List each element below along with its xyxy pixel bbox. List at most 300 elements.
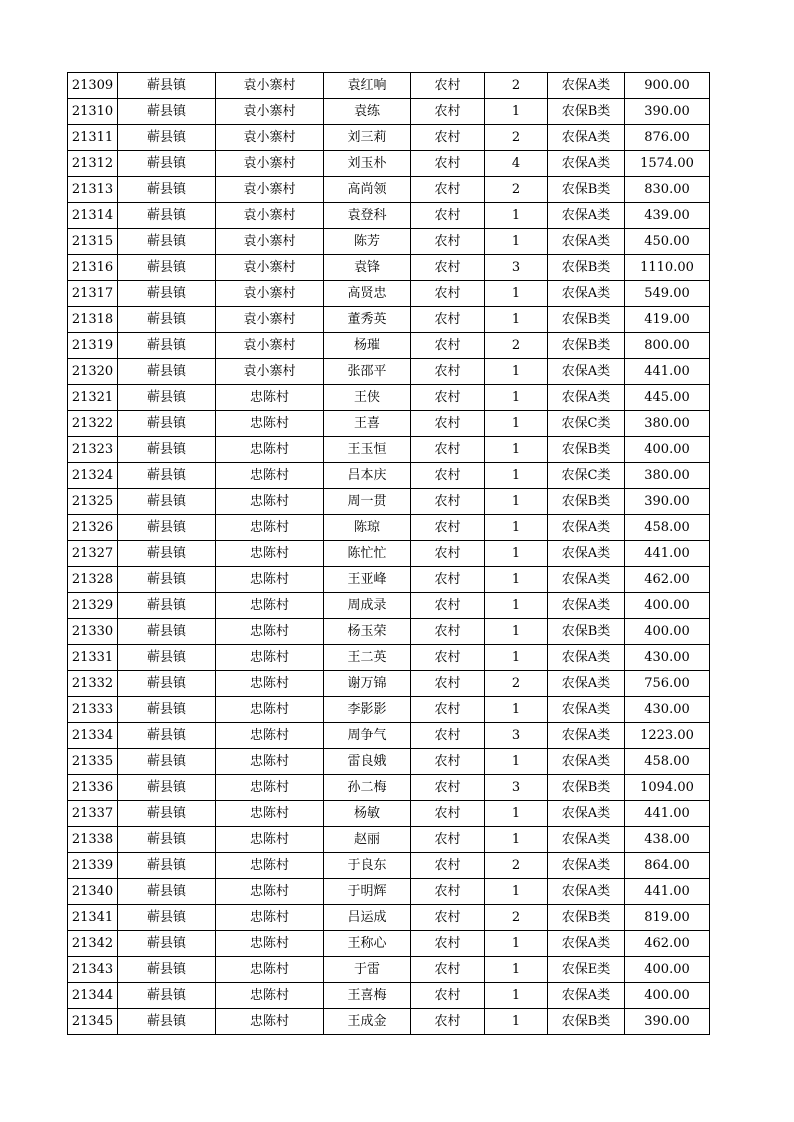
town-cell: 蕲县镇 xyxy=(118,515,216,541)
table-row xyxy=(68,281,710,307)
member-count-cell: 1 xyxy=(485,229,548,255)
record-number-cell: 21315 xyxy=(68,229,118,255)
village-cell: 忠陈村 xyxy=(216,437,324,463)
town-cell: 蕲县镇 xyxy=(118,125,216,151)
person-name-cell: 李影影 xyxy=(324,697,411,723)
amount-cell: 900.00 xyxy=(625,73,710,99)
member-count-cell: 1 xyxy=(485,827,548,853)
person-name-cell: 王成金 xyxy=(324,1009,411,1035)
village-cell: 忠陈村 xyxy=(216,905,324,931)
household-type-cell: 农村 xyxy=(411,697,485,723)
village-cell: 忠陈村 xyxy=(216,619,324,645)
amount-cell: 438.00 xyxy=(625,827,710,853)
table-row xyxy=(68,619,710,645)
insurance-category-cell: 农保A类 xyxy=(548,671,625,697)
town-cell: 蕲县镇 xyxy=(118,73,216,99)
household-type-cell: 农村 xyxy=(411,749,485,775)
household-type-cell: 农村 xyxy=(411,801,485,827)
insurance-category-cell: 农保B类 xyxy=(548,437,625,463)
town-cell: 蕲县镇 xyxy=(118,853,216,879)
person-name-cell: 于良东 xyxy=(324,853,411,879)
amount-cell: 549.00 xyxy=(625,281,710,307)
amount-cell: 458.00 xyxy=(625,749,710,775)
table-row xyxy=(68,1009,710,1035)
village-cell: 袁小寨村 xyxy=(216,177,324,203)
amount-cell: 380.00 xyxy=(625,463,710,489)
amount-cell: 830.00 xyxy=(625,177,710,203)
household-type-cell: 农村 xyxy=(411,931,485,957)
member-count-cell: 1 xyxy=(485,463,548,489)
household-type-cell: 农村 xyxy=(411,281,485,307)
town-cell: 蕲县镇 xyxy=(118,203,216,229)
insurance-category-cell: 农保A类 xyxy=(548,541,625,567)
record-number-cell: 21316 xyxy=(68,255,118,281)
amount-cell: 430.00 xyxy=(625,697,710,723)
insurance-category-cell: 农保A类 xyxy=(548,879,625,905)
amount-cell: 390.00 xyxy=(625,99,710,125)
amount-cell: 462.00 xyxy=(625,931,710,957)
table-row xyxy=(68,723,710,749)
town-cell: 蕲县镇 xyxy=(118,333,216,359)
village-cell: 忠陈村 xyxy=(216,775,324,801)
village-cell: 袁小寨村 xyxy=(216,203,324,229)
town-cell: 蕲县镇 xyxy=(118,827,216,853)
household-type-cell: 农村 xyxy=(411,203,485,229)
town-cell: 蕲县镇 xyxy=(118,385,216,411)
insurance-category-cell: 农保B类 xyxy=(548,255,625,281)
record-number-cell: 21310 xyxy=(68,99,118,125)
table-row xyxy=(68,697,710,723)
person-name-cell: 周成录 xyxy=(324,593,411,619)
person-name-cell: 王喜梅 xyxy=(324,983,411,1009)
member-count-cell: 1 xyxy=(485,411,548,437)
person-name-cell: 王二英 xyxy=(324,645,411,671)
person-name-cell: 袁锋 xyxy=(324,255,411,281)
member-count-cell: 2 xyxy=(485,73,548,99)
village-cell: 忠陈村 xyxy=(216,853,324,879)
village-cell: 忠陈村 xyxy=(216,463,324,489)
household-type-cell: 农村 xyxy=(411,775,485,801)
household-type-cell: 农村 xyxy=(411,151,485,177)
member-count-cell: 1 xyxy=(485,489,548,515)
town-cell: 蕲县镇 xyxy=(118,541,216,567)
insurance-category-cell: 农保B类 xyxy=(548,905,625,931)
member-count-cell: 2 xyxy=(485,125,548,151)
household-type-cell: 农村 xyxy=(411,957,485,983)
record-number-cell: 21345 xyxy=(68,1009,118,1035)
table-row xyxy=(68,333,710,359)
town-cell: 蕲县镇 xyxy=(118,99,216,125)
village-cell: 袁小寨村 xyxy=(216,125,324,151)
household-type-cell: 农村 xyxy=(411,333,485,359)
record-number-cell: 21319 xyxy=(68,333,118,359)
table-row xyxy=(68,671,710,697)
record-number-cell: 21336 xyxy=(68,775,118,801)
insurance-category-cell: 农保E类 xyxy=(548,957,625,983)
village-cell: 忠陈村 xyxy=(216,1009,324,1035)
table-row xyxy=(68,385,710,411)
household-type-cell: 农村 xyxy=(411,671,485,697)
town-cell: 蕲县镇 xyxy=(118,957,216,983)
village-cell: 忠陈村 xyxy=(216,489,324,515)
table-row xyxy=(68,255,710,281)
member-count-cell: 1 xyxy=(485,515,548,541)
town-cell: 蕲县镇 xyxy=(118,411,216,437)
record-number-cell: 21327 xyxy=(68,541,118,567)
village-cell: 忠陈村 xyxy=(216,827,324,853)
member-count-cell: 1 xyxy=(485,619,548,645)
record-number-cell: 21320 xyxy=(68,359,118,385)
town-cell: 蕲县镇 xyxy=(118,905,216,931)
person-name-cell: 周一贯 xyxy=(324,489,411,515)
record-number-cell: 21312 xyxy=(68,151,118,177)
insurance-category-cell: 农保B类 xyxy=(548,489,625,515)
insurance-category-cell: 农保A类 xyxy=(548,385,625,411)
amount-cell: 864.00 xyxy=(625,853,710,879)
insurance-category-cell: 农保A类 xyxy=(548,723,625,749)
record-number-cell: 21334 xyxy=(68,723,118,749)
insurance-category-cell: 农保A类 xyxy=(548,359,625,385)
household-type-cell: 农村 xyxy=(411,827,485,853)
member-count-cell: 1 xyxy=(485,801,548,827)
insurance-category-cell: 农保B类 xyxy=(548,619,625,645)
town-cell: 蕲县镇 xyxy=(118,879,216,905)
member-count-cell: 3 xyxy=(485,255,548,281)
household-type-cell: 农村 xyxy=(411,307,485,333)
table-row xyxy=(68,177,710,203)
person-name-cell: 陈忙忙 xyxy=(324,541,411,567)
member-count-cell: 1 xyxy=(485,281,548,307)
record-number-cell: 21328 xyxy=(68,567,118,593)
amount-cell: 1223.00 xyxy=(625,723,710,749)
household-type-cell: 农村 xyxy=(411,255,485,281)
amount-cell: 441.00 xyxy=(625,541,710,567)
insurance-category-cell: 农保A类 xyxy=(548,515,625,541)
member-count-cell: 1 xyxy=(485,697,548,723)
person-name-cell: 陈芳 xyxy=(324,229,411,255)
town-cell: 蕲县镇 xyxy=(118,307,216,333)
amount-cell: 419.00 xyxy=(625,307,710,333)
person-name-cell: 杨玉荣 xyxy=(324,619,411,645)
amount-cell: 756.00 xyxy=(625,671,710,697)
insurance-category-cell: 农保B类 xyxy=(548,775,625,801)
member-count-cell: 1 xyxy=(485,541,548,567)
insurance-category-cell: 农保B类 xyxy=(548,177,625,203)
record-number-cell: 21313 xyxy=(68,177,118,203)
household-type-cell: 农村 xyxy=(411,125,485,151)
village-cell: 袁小寨村 xyxy=(216,151,324,177)
household-type-cell: 农村 xyxy=(411,723,485,749)
table-row xyxy=(68,489,710,515)
amount-cell: 400.00 xyxy=(625,593,710,619)
household-type-cell: 农村 xyxy=(411,515,485,541)
table-row xyxy=(68,359,710,385)
table-row xyxy=(68,151,710,177)
member-count-cell: 1 xyxy=(485,593,548,619)
household-type-cell: 农村 xyxy=(411,437,485,463)
table-row xyxy=(68,905,710,931)
member-count-cell: 1 xyxy=(485,385,548,411)
member-count-cell: 2 xyxy=(485,671,548,697)
town-cell: 蕲县镇 xyxy=(118,645,216,671)
amount-cell: 445.00 xyxy=(625,385,710,411)
table-row xyxy=(68,645,710,671)
person-name-cell: 高贤忠 xyxy=(324,281,411,307)
village-cell: 袁小寨村 xyxy=(216,73,324,99)
town-cell: 蕲县镇 xyxy=(118,177,216,203)
person-name-cell: 高尚领 xyxy=(324,177,411,203)
village-cell: 忠陈村 xyxy=(216,671,324,697)
table-row xyxy=(68,931,710,957)
person-name-cell: 刘三莉 xyxy=(324,125,411,151)
village-cell: 袁小寨村 xyxy=(216,281,324,307)
member-count-cell: 1 xyxy=(485,99,548,125)
table-row xyxy=(68,437,710,463)
amount-cell: 400.00 xyxy=(625,437,710,463)
town-cell: 蕲县镇 xyxy=(118,723,216,749)
amount-cell: 430.00 xyxy=(625,645,710,671)
member-count-cell: 1 xyxy=(485,983,548,1009)
village-cell: 忠陈村 xyxy=(216,957,324,983)
table-row xyxy=(68,411,710,437)
person-name-cell: 杨敏 xyxy=(324,801,411,827)
insurance-category-cell: 农保A类 xyxy=(548,983,625,1009)
village-cell: 忠陈村 xyxy=(216,593,324,619)
insurance-category-cell: 农保A类 xyxy=(548,931,625,957)
town-cell: 蕲县镇 xyxy=(118,437,216,463)
table-row xyxy=(68,515,710,541)
table-row xyxy=(68,307,710,333)
insurance-category-cell: 农保A类 xyxy=(548,125,625,151)
roster-table-body xyxy=(68,73,710,1035)
amount-cell: 1574.00 xyxy=(625,151,710,177)
member-count-cell: 1 xyxy=(485,879,548,905)
member-count-cell: 3 xyxy=(485,775,548,801)
table-row xyxy=(68,801,710,827)
town-cell: 蕲县镇 xyxy=(118,489,216,515)
village-cell: 忠陈村 xyxy=(216,879,324,905)
person-name-cell: 袁登科 xyxy=(324,203,411,229)
record-number-cell: 21338 xyxy=(68,827,118,853)
amount-cell: 400.00 xyxy=(625,619,710,645)
record-number-cell: 21344 xyxy=(68,983,118,1009)
household-type-cell: 农村 xyxy=(411,489,485,515)
insurance-category-cell: 农保B类 xyxy=(548,333,625,359)
amount-cell: 441.00 xyxy=(625,879,710,905)
person-name-cell: 董秀英 xyxy=(324,307,411,333)
household-type-cell: 农村 xyxy=(411,541,485,567)
household-type-cell: 农村 xyxy=(411,177,485,203)
record-number-cell: 21337 xyxy=(68,801,118,827)
amount-cell: 380.00 xyxy=(625,411,710,437)
person-name-cell: 张邵平 xyxy=(324,359,411,385)
member-count-cell: 3 xyxy=(485,723,548,749)
amount-cell: 400.00 xyxy=(625,957,710,983)
record-number-cell: 21325 xyxy=(68,489,118,515)
village-cell: 袁小寨村 xyxy=(216,99,324,125)
household-type-cell: 农村 xyxy=(411,593,485,619)
household-type-cell: 农村 xyxy=(411,879,485,905)
household-type-cell: 农村 xyxy=(411,567,485,593)
town-cell: 蕲县镇 xyxy=(118,229,216,255)
insurance-category-cell: 农保A类 xyxy=(548,697,625,723)
household-type-cell: 农村 xyxy=(411,463,485,489)
town-cell: 蕲县镇 xyxy=(118,281,216,307)
member-count-cell: 2 xyxy=(485,853,548,879)
amount-cell: 439.00 xyxy=(625,203,710,229)
table-row xyxy=(68,125,710,151)
insurance-category-cell: 农保C类 xyxy=(548,411,625,437)
table-row xyxy=(68,749,710,775)
table-row xyxy=(68,983,710,1009)
record-number-cell: 21314 xyxy=(68,203,118,229)
town-cell: 蕲县镇 xyxy=(118,671,216,697)
member-count-cell: 1 xyxy=(485,203,548,229)
member-count-cell: 1 xyxy=(485,645,548,671)
town-cell: 蕲县镇 xyxy=(118,983,216,1009)
table-row xyxy=(68,541,710,567)
person-name-cell: 吕本庆 xyxy=(324,463,411,489)
amount-cell: 819.00 xyxy=(625,905,710,931)
town-cell: 蕲县镇 xyxy=(118,463,216,489)
table-row xyxy=(68,203,710,229)
village-cell: 袁小寨村 xyxy=(216,359,324,385)
insurance-category-cell: 农保B类 xyxy=(548,1009,625,1035)
household-type-cell: 农村 xyxy=(411,73,485,99)
person-name-cell: 陈琼 xyxy=(324,515,411,541)
town-cell: 蕲县镇 xyxy=(118,775,216,801)
member-count-cell: 1 xyxy=(485,749,548,775)
village-cell: 忠陈村 xyxy=(216,567,324,593)
table-row xyxy=(68,775,710,801)
amount-cell: 390.00 xyxy=(625,1009,710,1035)
town-cell: 蕲县镇 xyxy=(118,255,216,281)
table-row xyxy=(68,463,710,489)
village-cell: 忠陈村 xyxy=(216,697,324,723)
village-cell: 忠陈村 xyxy=(216,801,324,827)
table-row xyxy=(68,827,710,853)
town-cell: 蕲县镇 xyxy=(118,151,216,177)
record-number-cell: 21343 xyxy=(68,957,118,983)
insurance-category-cell: 农保B类 xyxy=(548,307,625,333)
household-type-cell: 农村 xyxy=(411,645,485,671)
insurance-category-cell: 农保A类 xyxy=(548,801,625,827)
amount-cell: 1094.00 xyxy=(625,775,710,801)
member-count-cell: 1 xyxy=(485,957,548,983)
insurance-category-cell: 农保A类 xyxy=(548,593,625,619)
record-number-cell: 21332 xyxy=(68,671,118,697)
record-number-cell: 21333 xyxy=(68,697,118,723)
person-name-cell: 吕运成 xyxy=(324,905,411,931)
village-cell: 忠陈村 xyxy=(216,515,324,541)
town-cell: 蕲县镇 xyxy=(118,749,216,775)
household-type-cell: 农村 xyxy=(411,983,485,1009)
village-cell: 忠陈村 xyxy=(216,385,324,411)
insurance-category-cell: 农保A类 xyxy=(548,567,625,593)
amount-cell: 441.00 xyxy=(625,359,710,385)
household-type-cell: 农村 xyxy=(411,385,485,411)
record-number-cell: 21309 xyxy=(68,73,118,99)
person-name-cell: 杨璀 xyxy=(324,333,411,359)
table-row xyxy=(68,567,710,593)
record-number-cell: 21317 xyxy=(68,281,118,307)
record-number-cell: 21326 xyxy=(68,515,118,541)
person-name-cell: 王侠 xyxy=(324,385,411,411)
record-number-cell: 21339 xyxy=(68,853,118,879)
member-count-cell: 1 xyxy=(485,567,548,593)
record-number-cell: 21342 xyxy=(68,931,118,957)
amount-cell: 458.00 xyxy=(625,515,710,541)
record-number-cell: 21329 xyxy=(68,593,118,619)
town-cell: 蕲县镇 xyxy=(118,619,216,645)
person-name-cell: 周争气 xyxy=(324,723,411,749)
record-number-cell: 21330 xyxy=(68,619,118,645)
person-name-cell: 王喜 xyxy=(324,411,411,437)
record-number-cell: 21340 xyxy=(68,879,118,905)
table-row xyxy=(68,879,710,905)
village-cell: 袁小寨村 xyxy=(216,333,324,359)
insurance-category-cell: 农保A类 xyxy=(548,151,625,177)
table-row xyxy=(68,99,710,125)
member-count-cell: 1 xyxy=(485,931,548,957)
household-type-cell: 农村 xyxy=(411,359,485,385)
insurance-category-cell: 农保A类 xyxy=(548,229,625,255)
village-cell: 忠陈村 xyxy=(216,723,324,749)
person-name-cell: 王亚峰 xyxy=(324,567,411,593)
member-count-cell: 2 xyxy=(485,333,548,359)
village-cell: 袁小寨村 xyxy=(216,255,324,281)
village-cell: 袁小寨村 xyxy=(216,307,324,333)
amount-cell: 1110.00 xyxy=(625,255,710,281)
insurance-category-cell: 农保C类 xyxy=(548,463,625,489)
record-number-cell: 21311 xyxy=(68,125,118,151)
person-name-cell: 袁练 xyxy=(324,99,411,125)
village-cell: 忠陈村 xyxy=(216,983,324,1009)
person-name-cell: 于明辉 xyxy=(324,879,411,905)
insurance-category-cell: 农保B类 xyxy=(548,99,625,125)
person-name-cell: 谢万锦 xyxy=(324,671,411,697)
insurance-category-cell: 农保A类 xyxy=(548,203,625,229)
town-cell: 蕲县镇 xyxy=(118,931,216,957)
person-name-cell: 雷良娥 xyxy=(324,749,411,775)
amount-cell: 462.00 xyxy=(625,567,710,593)
person-name-cell: 孙二梅 xyxy=(324,775,411,801)
member-count-cell: 1 xyxy=(485,359,548,385)
table-row xyxy=(68,593,710,619)
amount-cell: 450.00 xyxy=(625,229,710,255)
record-number-cell: 21318 xyxy=(68,307,118,333)
table-row xyxy=(68,957,710,983)
town-cell: 蕲县镇 xyxy=(118,567,216,593)
town-cell: 蕲县镇 xyxy=(118,1009,216,1035)
amount-cell: 800.00 xyxy=(625,333,710,359)
village-cell: 忠陈村 xyxy=(216,541,324,567)
member-count-cell: 1 xyxy=(485,307,548,333)
person-name-cell: 刘玉朴 xyxy=(324,151,411,177)
person-name-cell: 赵丽 xyxy=(324,827,411,853)
record-number-cell: 21331 xyxy=(68,645,118,671)
village-cell: 忠陈村 xyxy=(216,411,324,437)
town-cell: 蕲县镇 xyxy=(118,697,216,723)
household-type-cell: 农村 xyxy=(411,905,485,931)
record-number-cell: 21341 xyxy=(68,905,118,931)
village-cell: 忠陈村 xyxy=(216,931,324,957)
insurance-category-cell: 农保A类 xyxy=(548,853,625,879)
person-name-cell: 于雷 xyxy=(324,957,411,983)
amount-cell: 876.00 xyxy=(625,125,710,151)
amount-cell: 390.00 xyxy=(625,489,710,515)
insurance-category-cell: 农保A类 xyxy=(548,281,625,307)
